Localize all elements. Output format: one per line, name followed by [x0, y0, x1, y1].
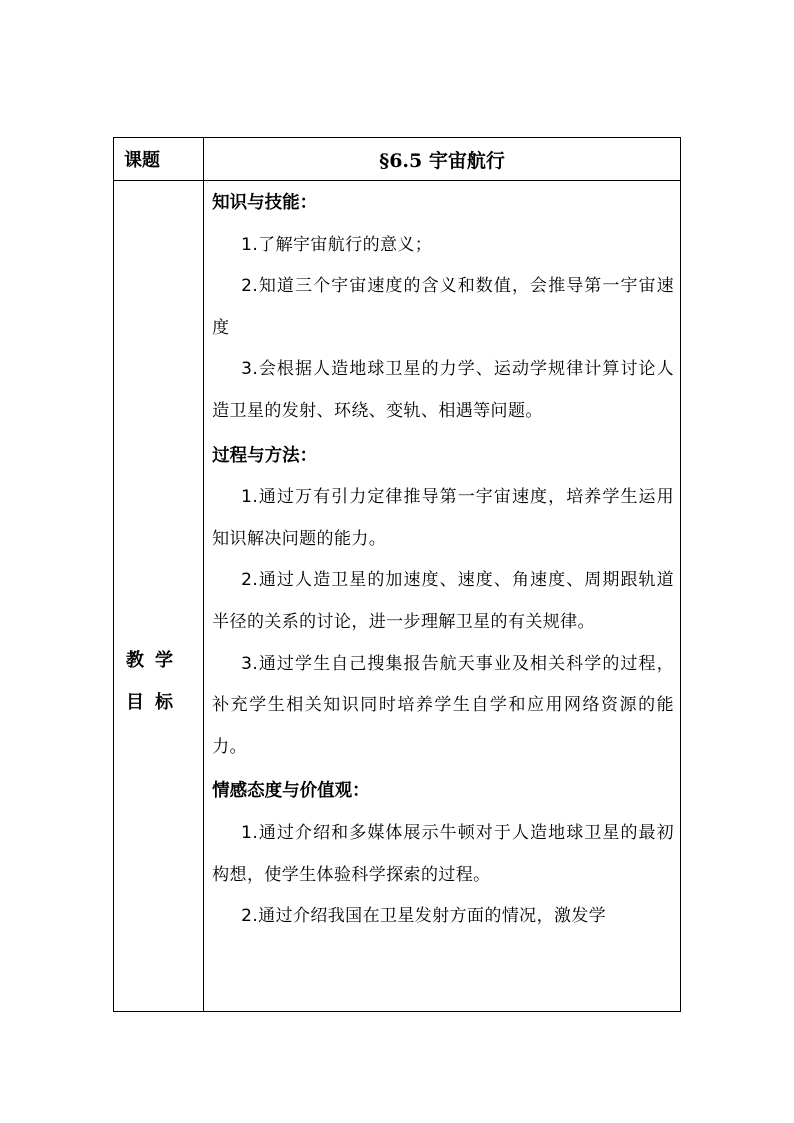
section-heading-attitude: 情感态度与价值观： — [212, 781, 370, 802]
goals-content — [204, 181, 681, 1012]
section-heading-knowledge: 知识与技能： — [212, 193, 318, 213]
goals-label: 教学目标 — [126, 650, 184, 713]
title-row — [114, 138, 681, 181]
process-item-1: 1.通过万有引力定律推导第一宇宙速度，培养学生运用知识解决问题的能力。 — [212, 487, 674, 549]
attitude-item-1: 1.通过介绍和多媒体展示牛顿对于人造地球卫星的最初构想，使学生体验科学探索的过程。 — [212, 822, 674, 885]
knowledge-item-3: 3.会根据人造地球卫星的力学、运动学规律计算讨论人造卫星的发射、环绕、变轨、相遇等问题。 — [212, 359, 674, 421]
lesson-plan-table — [113, 137, 681, 1012]
lesson-topic: §6.5 宇宙航行 — [204, 138, 681, 181]
title-label: 课题 — [114, 138, 204, 181]
goals-row — [114, 181, 681, 1012]
knowledge-item-1: 1.了解宇宙航行的意义； — [241, 234, 433, 255]
attitude-item-2: 2.通过介绍我国在卫星发射方面的情况，激发学 — [241, 906, 607, 927]
process-item-3: 3.通过学生自己搜集报告航天事业及相关科学的过程，补充学生相关知识同时培养学生自学和应用网络资源的能力。 — [212, 653, 674, 757]
knowledge-item-2: 2.知道三个宇宙速度的含义和数值，会推导第一宇宙速度 — [212, 276, 674, 338]
goals-label-cell — [114, 181, 204, 1012]
section-heading-process: 过程与方法： — [212, 445, 318, 466]
process-item-2: 2.通过人造卫星的加速度、速度、角速度、周期跟轨道半径的关系的讨论，进一步理解卫星的有关规律。 — [212, 570, 674, 632]
